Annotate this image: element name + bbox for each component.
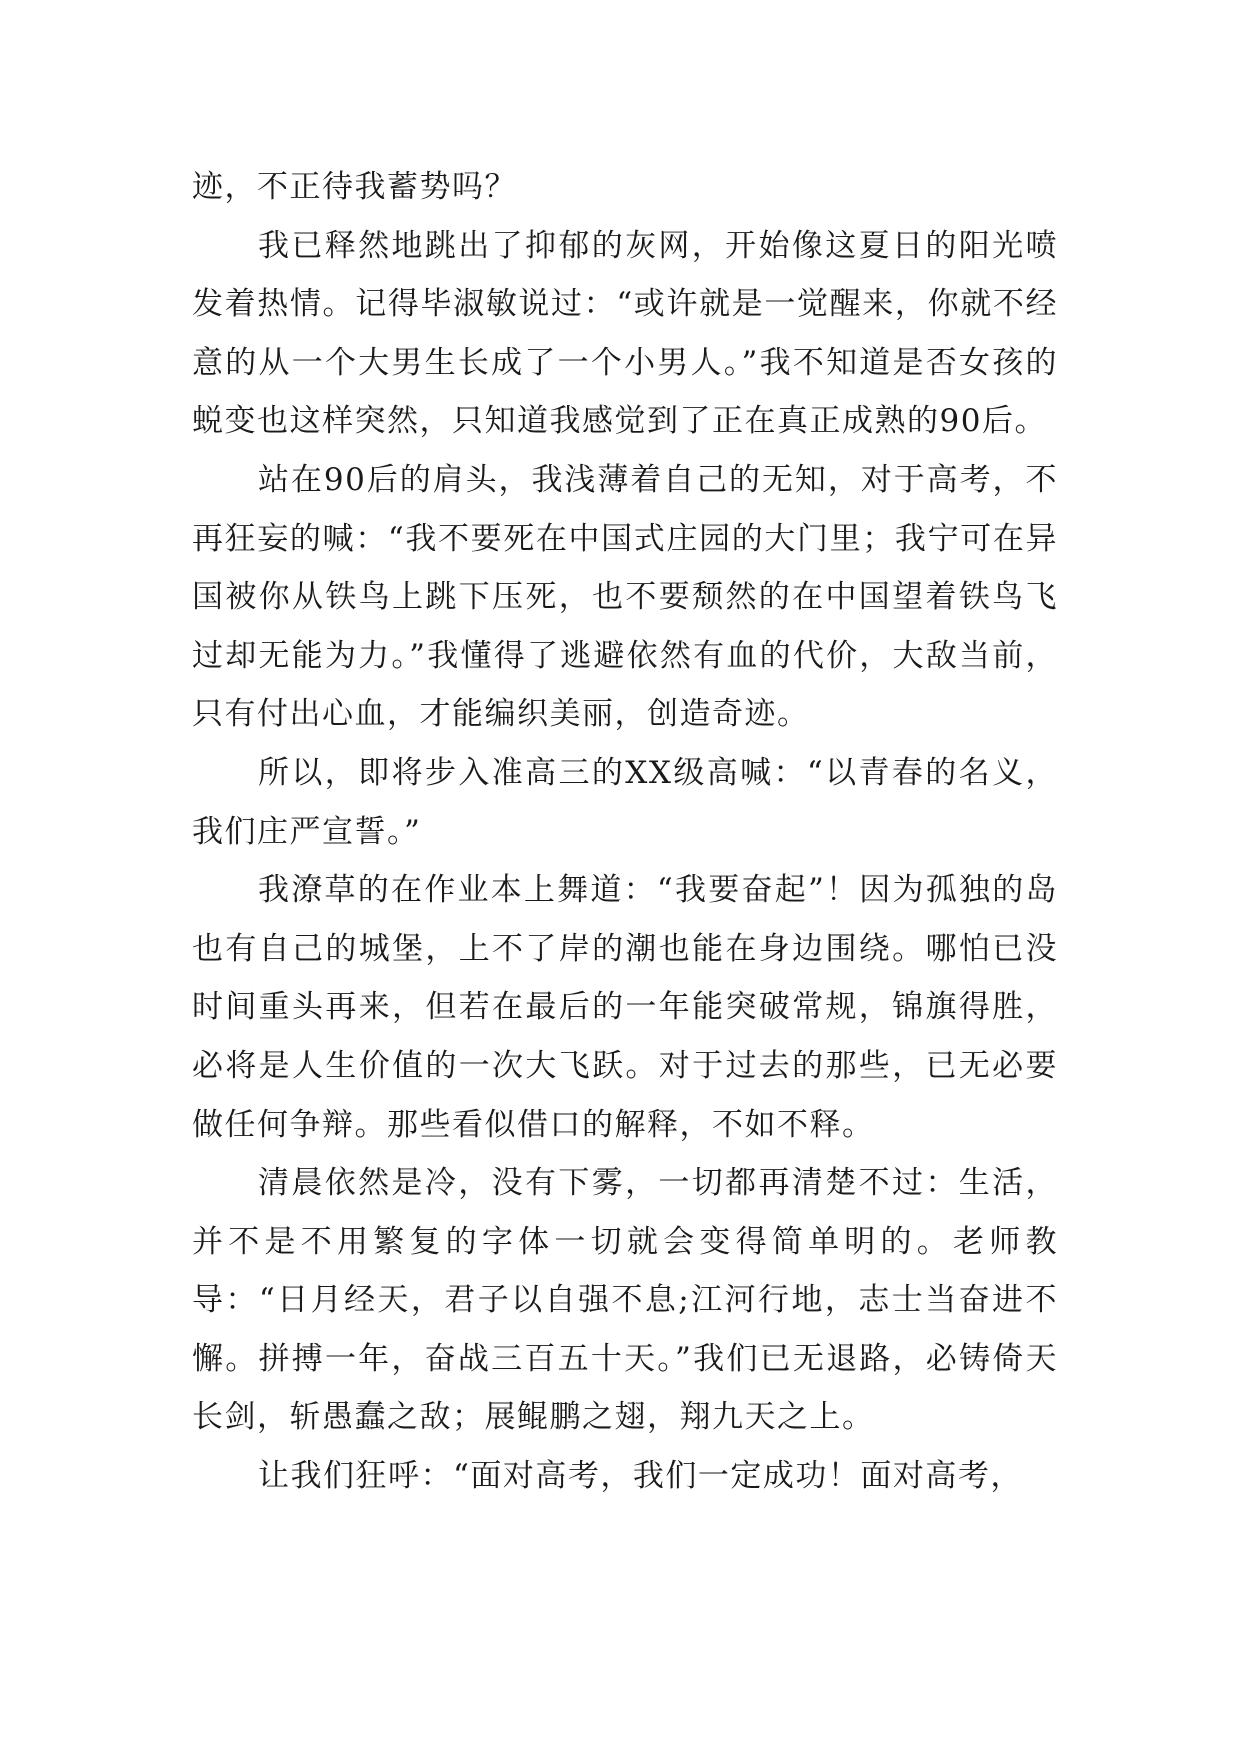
paragraph-5: 我潦草的在作业本上舞道：“我要奋起”！因为孤独的岛也有自己的城堡，上不了岸的潮也能在身边围绕。哪怕已没时间重头再来，但若在最后的一年能突破常规，锦旗得胜，必将是人生价值的一次大飞跃。对于过去的那些，已无必要做任何争辩。那些看似借口的解释，不如不释。 [192,872,1058,1143]
body-text [192,158,1058,1506]
paragraph-2: 我已释然地跳出了抑郁的灰网，开始像这夏日的阳光喷发着热情。记得毕淑敏说过：“或许就是一觉醒来，你就不经意的从一个大男生长成了一个小男人。”我不知道是否女孩的蜕变也这样突然，只知道我感觉到了正在真正成熟的90后。 [192,227,1058,440]
paragraph-3: 站在90后的肩头，我浅薄着自己的无知，对于高考，不再狂妄的喊：“我不要死在中国式庄园的大门里；我宁可在异国被你从铁鸟上跳下压死，也不要颓然的在中国望着铁鸟飞过却无能为力。”我懂得了逃避依然有血的代价，大敌当前，只有付出心血，才能编织美丽，创造奇迹。 [192,461,1058,733]
paragraph-1: 迹，不正待我蓄势吗？ [192,169,517,205]
paragraph-7: 让我们狂呼：“面对高考，我们一定成功！面对高考， [258,1458,1023,1495]
paragraph-4: 所以，即将步入准高三的XX级高喊：“以青春的名义，我们庄严宣誓。” [192,754,1058,850]
paragraph-6: 清晨依然是冷，没有下雾，一切都再清楚不过：生活，并不是不用繁复的字体一切就会变得简单明的。老师教导：“日月经天，君子以自强不息;江河行地，志士当奋进不懈。拼搏一年，奋战三百五十天。”我们已无退路，必铸倚天长剑，斩愚蠢之敌；展鲲鹏之翅，翔九天之上。 [192,1165,1058,1436]
